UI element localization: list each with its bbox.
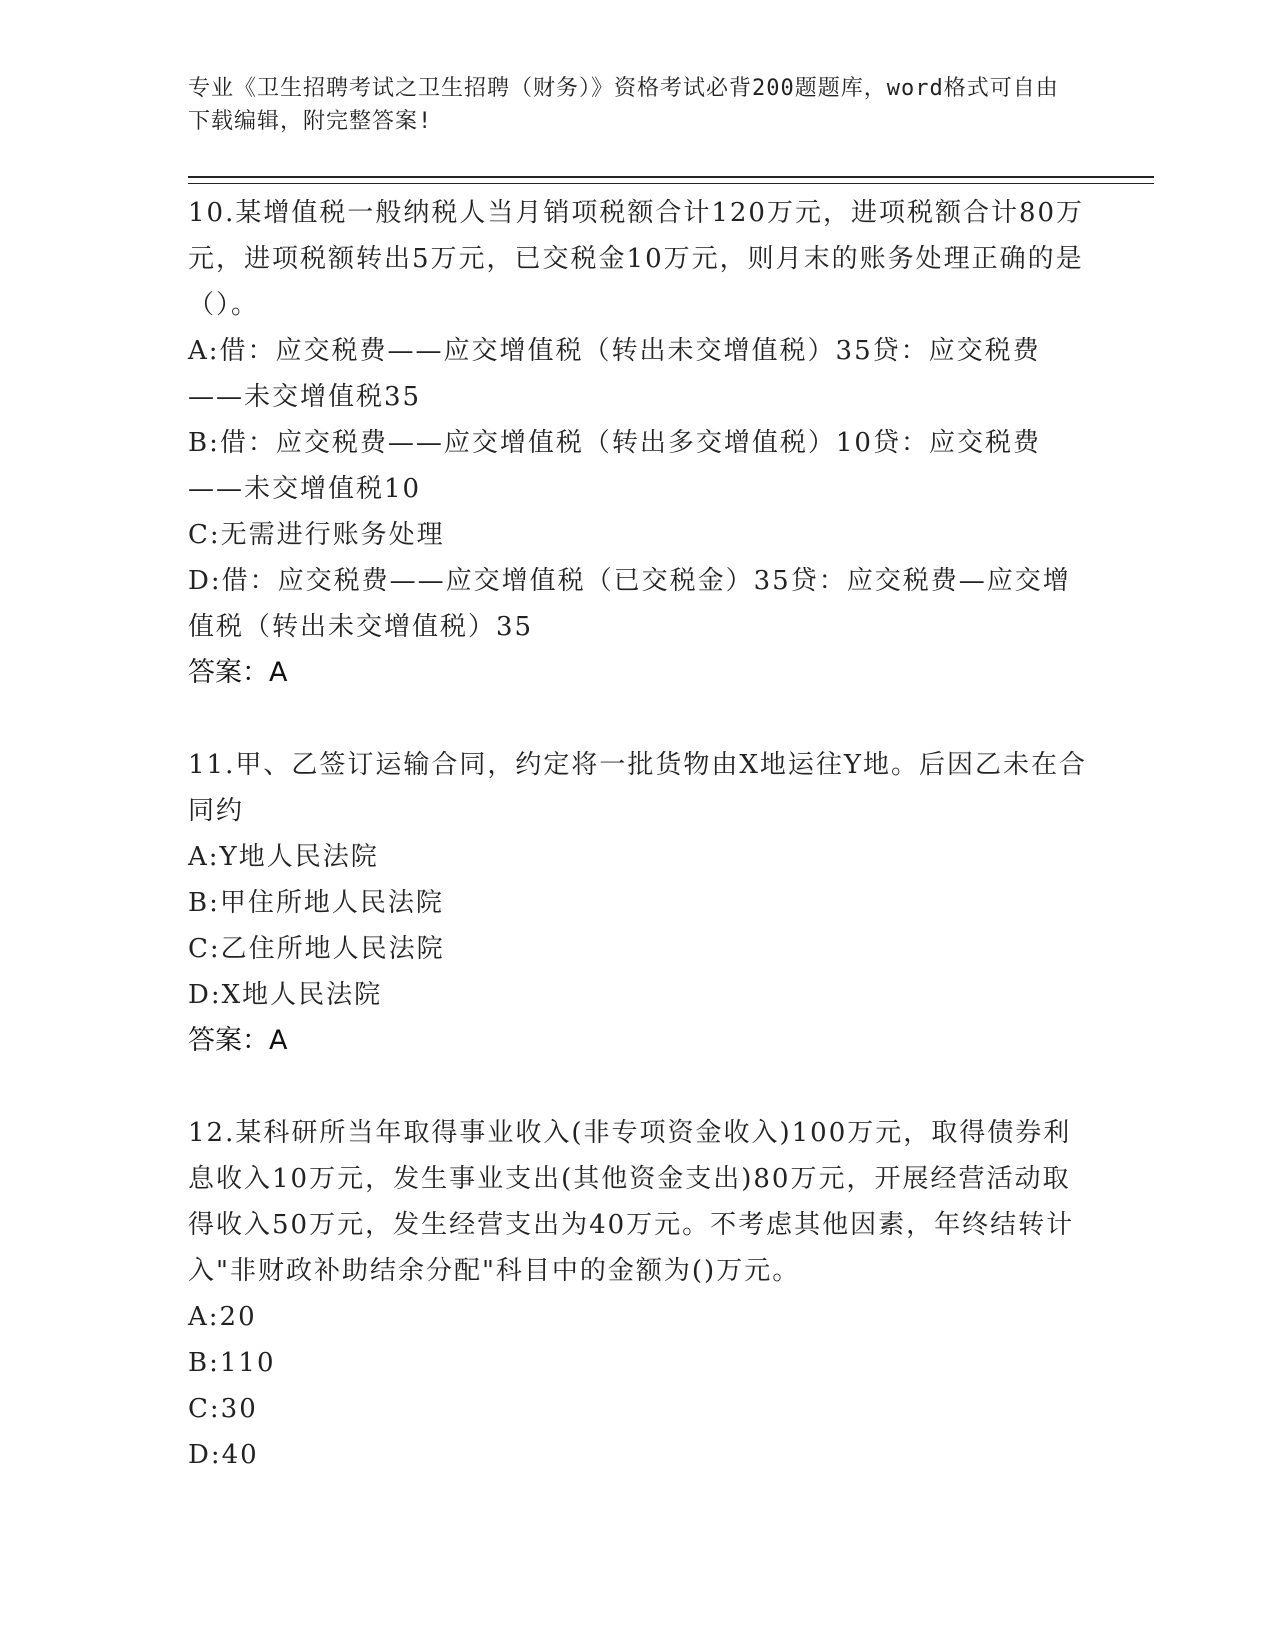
header-divider	[188, 176, 1154, 184]
option-a: A:借：应交税费——应交增值税（转出未交增值税）35贷：应交税费——未交增值税35	[188, 336, 1041, 412]
document-header: 专业《卫生招聘考试之卫生招聘（财务）》资格考试必背200题题库，word格式可自由下载编辑，附完整答案!	[188, 76, 1059, 134]
option-b: B:借：应交税费——应交增值税（转出多交增值税）10贷：应交税费——未交增值税10	[188, 428, 1041, 504]
question-11	[188, 742, 1088, 1064]
option-d: D:X地人民法院	[188, 980, 383, 1010]
option-c: C:30	[188, 1394, 258, 1424]
option-a: A:20	[188, 1302, 257, 1332]
option-c: C:无需进行账务处理	[188, 520, 445, 550]
question-list	[188, 190, 1088, 1478]
question-10	[188, 190, 1088, 696]
option-c: C:乙住所地人民法院	[188, 934, 445, 964]
question-stem: 10.某增值税一般纳税人当月销项税额合计120万元，进项税额合计80万元，进项税额转出5万元，已交税金10万元，则月末的账务处理正确的是（）。	[188, 198, 1085, 320]
option-d: D:40	[188, 1440, 259, 1470]
option-b: B:110	[188, 1348, 276, 1378]
option-b: B:甲住所地人民法院	[188, 888, 444, 918]
question-12	[188, 1110, 1088, 1478]
question-stem: 11.甲、乙签订运输合同，约定将一批货物由X地运往Y地。后因乙未在合同约	[188, 750, 1088, 826]
question-stem: 12.某科研所当年取得事业收入(非专项资金收入)100万元，取得债券利息收入10万元，发生事业支出(其他资金支出)80万元，开展经营活动取得收入50万元，发生经营支出为40万元。不考虑其他因素，年终结转计入"非财政补助结余分配"科目中的金额为()万元。	[188, 1118, 1075, 1286]
option-a: A:Y地人民法院	[188, 842, 379, 872]
option-d: D:借：应交税费——应交增值税（已交税金）35贷：应交税费—应交增值税（转出未交增值税）35	[188, 566, 1071, 642]
answer: 答案：A	[188, 1025, 288, 1056]
answer: 答案：A	[188, 657, 288, 688]
